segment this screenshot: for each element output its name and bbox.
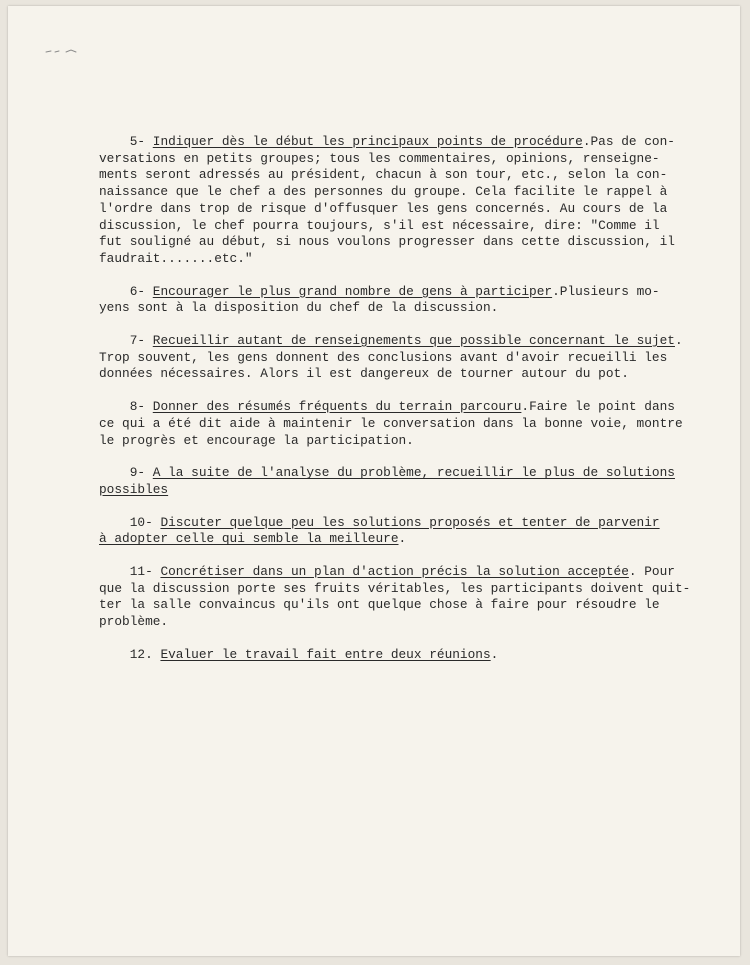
text-line xyxy=(99,184,668,201)
text-segment: faudrait.......etc." xyxy=(99,250,253,266)
text-segment: le progrès et encourage la participation. xyxy=(99,432,414,448)
text-line xyxy=(99,564,675,581)
text-segment: ce qui a été dit aide à maintenir le conversation dans la bonne voie, montre xyxy=(99,415,683,431)
underlined-text: Encourager le plus grand nombre de gens à participer xyxy=(152,283,553,299)
text-line xyxy=(99,433,659,450)
underlined-text: Donner des résumés fréquents du terrain parcouru xyxy=(152,399,522,415)
underlined-text: Recueillir autant de renseignements que possible concernant le sujet xyxy=(152,333,675,349)
text-line xyxy=(99,234,675,251)
underlined-text: Evaluer le travail fait entre deux réunions xyxy=(160,646,491,662)
document-page xyxy=(8,6,740,956)
underlined-text: A la suite de l'analyse du problème, recueillir le plus de solutions xyxy=(152,465,675,481)
text-segment: ments seront adressés au président, chacun à son tour, etc., selon la con- xyxy=(99,167,668,183)
text-line xyxy=(99,333,683,350)
underlined-text: Indiquer dès le début les principaux points de procédure xyxy=(152,134,583,149)
underlined-text: possibles xyxy=(99,481,169,497)
text-segment: données nécessaires. Alors il est dangereux de tourner autour du pot. xyxy=(99,366,629,382)
text-segment: Trop souvent, les gens donnent des conclusions avant d'avoir recueilli les xyxy=(99,349,668,365)
text-segment: 7- xyxy=(99,333,153,349)
text-segment: 6- xyxy=(99,283,153,299)
text-segment: .Pas de con- xyxy=(582,134,675,149)
text-line xyxy=(99,597,659,614)
text-line xyxy=(99,134,675,151)
paragraph-4 xyxy=(99,399,683,449)
text-segment: 11- xyxy=(99,564,161,580)
text-line xyxy=(99,415,683,433)
text-line xyxy=(99,251,659,268)
underlined-text: à adopter celle qui semble la meilleure xyxy=(99,531,399,547)
underlined-text: Discuter quelque peu les solutions proposés et tenter de parvenir xyxy=(160,514,660,530)
text-line xyxy=(99,465,675,482)
text-segment: que la discussion porte ses fruits véritables, les participants doivent quit- xyxy=(99,580,691,596)
text-segment: . Pour xyxy=(628,564,675,580)
text-segment: .Faire le point dans xyxy=(521,399,675,415)
text-segment: . xyxy=(490,646,499,662)
text-segment: fut souligné au début, si nous voulons progresser dans cette discussion, il xyxy=(99,234,675,250)
text-line xyxy=(99,284,659,301)
text-line xyxy=(99,614,659,631)
paragraph-6 xyxy=(99,515,659,548)
paragraph-3 xyxy=(99,333,683,383)
text-segment: l'ordre dans trop de risque d'offusquer les gens concernés. Au cours de la xyxy=(99,200,668,216)
text-segment: ter la salle convaincus qu'ils ont quelque chose à faire pour résoudre le xyxy=(99,597,660,613)
paragraph-1 xyxy=(99,134,675,268)
text-line xyxy=(99,515,659,532)
text-line xyxy=(99,349,668,367)
paragraph-2 xyxy=(99,284,659,317)
text-segment: problème. xyxy=(99,614,169,630)
text-line xyxy=(99,300,659,317)
document-body xyxy=(99,134,691,680)
text-segment: 5- xyxy=(99,134,153,149)
text-segment: 8- xyxy=(99,399,153,415)
text-segment: versations en petits groupes; tous les commentaires, opinions, renseigne- xyxy=(99,150,660,166)
text-segment: . xyxy=(674,333,683,349)
text-segment: discussion, le chef pourra toujours, s'il est nécessaire, dire: "Comme il xyxy=(99,217,660,233)
text-line xyxy=(99,200,668,218)
text-line xyxy=(99,531,659,548)
text-segment: .Plusieurs mo- xyxy=(552,283,660,299)
text-line xyxy=(99,167,668,184)
text-line xyxy=(99,366,659,383)
pencil-mark xyxy=(44,46,94,56)
text-line xyxy=(99,151,659,168)
text-line xyxy=(99,482,659,499)
paragraph-5 xyxy=(99,465,675,498)
paragraph-7 xyxy=(99,564,691,631)
text-line xyxy=(99,399,675,416)
text-segment: yens sont à la disposition du chef de la discussion. xyxy=(99,300,499,316)
text-segment: 12. xyxy=(99,646,161,662)
text-segment: . xyxy=(398,531,407,547)
text-segment: naissance que le chef a des personnes du groupe. Cela facilite le rappel à xyxy=(99,184,668,200)
text-line xyxy=(99,647,659,664)
text-line xyxy=(99,218,659,235)
paragraph-8 xyxy=(99,647,659,664)
text-segment: 10- xyxy=(99,514,161,530)
text-line xyxy=(99,580,691,598)
text-segment: 9- xyxy=(99,465,153,481)
underlined-text: Concrétiser dans un plan d'action précis la solution acceptée xyxy=(160,564,629,580)
